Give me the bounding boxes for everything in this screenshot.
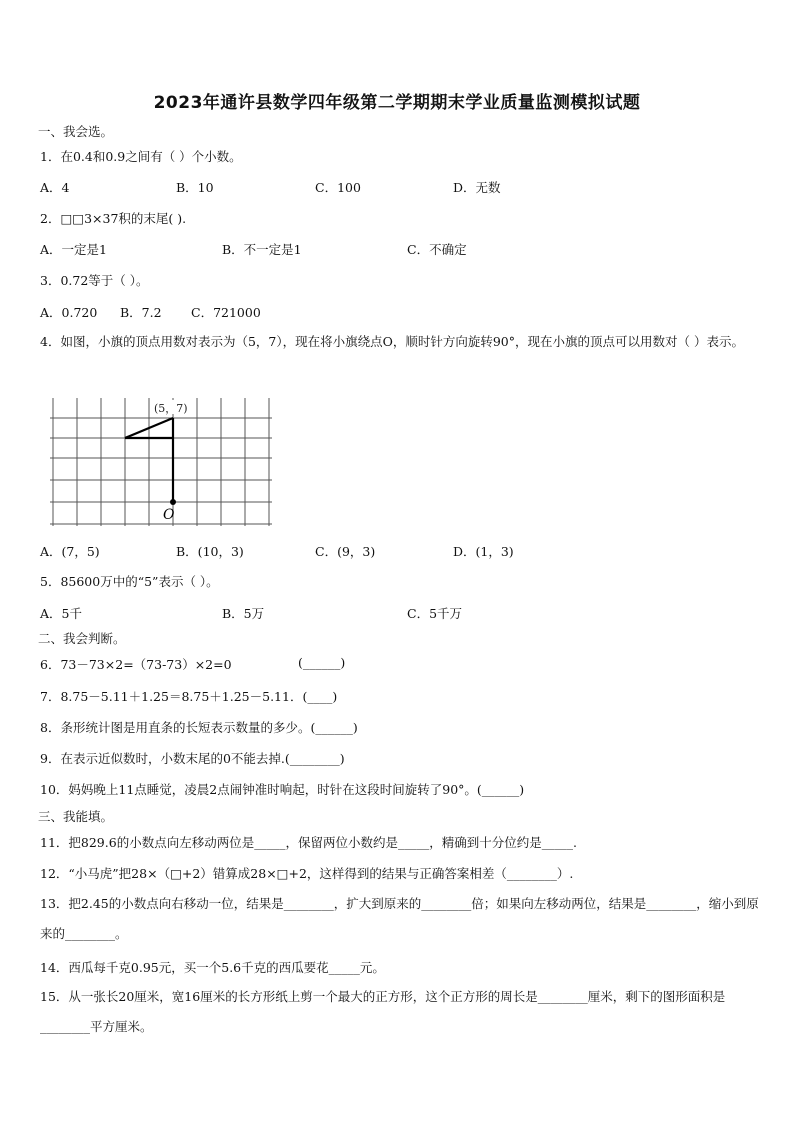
q5-option-b: B．5万 xyxy=(222,606,265,621)
q4-option-c: C．(9，3) xyxy=(315,544,376,559)
question-3: 3．0.72等于（ ）。 xyxy=(40,273,149,288)
question-11: 11．把829.6的小数点向左移动两位是_____，保留两位小数约是_____，精确到十分位约是_____. xyxy=(40,835,577,850)
q5-option-a: A．5千 xyxy=(40,606,82,621)
question-2: 2．□□3×37积的末尾( ). xyxy=(40,211,187,226)
q4-option-d: D．(1，3) xyxy=(453,544,514,559)
q3-option-a: A．0.720 xyxy=(40,305,98,320)
question-4: 4．如图，小旗的顶点用数对表示为（5，7），现在将小旗绕点O，顺时针方向旋转90°，现在小旗的顶点可以用数对（ ）表示。 xyxy=(40,334,744,349)
grid-flag-figure xyxy=(50,392,272,531)
rotation-point xyxy=(170,499,176,505)
q6-blank: (______) xyxy=(298,655,346,670)
q1-option-d: D．无数 xyxy=(453,180,501,195)
q1-option-c: C．100 xyxy=(315,180,361,195)
q2-option-b: B．不一定是1 xyxy=(222,242,302,257)
q5-option-c: C．5千万 xyxy=(407,606,463,621)
q1-option-a: A．4 xyxy=(40,180,70,195)
q2-option-c: C．不确定 xyxy=(407,242,467,257)
question-5: 5．85600万中的“5”表示（ ）。 xyxy=(40,574,219,589)
question-12: 12．“小马虎”把28×（□+2）错算成28×□+2，这样得到的结果与正确答案相差（________）. xyxy=(40,866,574,881)
question-14: 14．西瓜每千克0.95元，买一个5.6千克的西瓜要花_____元。 xyxy=(40,960,385,975)
q3-option-c: C．721000 xyxy=(191,305,261,320)
section-heading-choose: 一、我会选。 xyxy=(38,124,114,139)
vertex-label: (5，7) xyxy=(154,402,188,415)
page-title: 2023年通许县数学四年级第二学期期末学业质量监测模拟试题 xyxy=(153,93,641,113)
question-7: 7．8.75－5.11＋1.25＝8.75＋1.25－5.11．(____) xyxy=(40,689,338,704)
origin-label: O xyxy=(163,507,175,523)
q4-option-b: B．(10，3) xyxy=(176,544,244,559)
section-heading-fill: 三、我能填。 xyxy=(38,809,114,824)
question-15: 15．从一张长20厘米，宽16厘米的长方形纸上剪一个最大的正方形，这个正方形的周长是________厘米，剩下的图形面积是________平方厘米。 xyxy=(40,989,726,1034)
question-13: 13．把2.45的小数点向右移动一位，结果是________，扩大到原来的________倍；如果向左移动两位，结果是________，缩小到原来的________。 xyxy=(40,896,759,941)
grid-svg xyxy=(50,392,272,528)
q3-option-b: B．7.2 xyxy=(120,305,162,320)
question-9: 9．在表示近似数时，小数末尾的0不能去掉.(________) xyxy=(40,751,345,766)
question-1: 1．在0.4和0.9之间有（ ）个小数。 xyxy=(40,149,242,164)
q2-option-a: A．一定是1 xyxy=(40,242,107,257)
q4-option-a: A．(7，5) xyxy=(40,544,100,559)
q1-option-b: B．10 xyxy=(176,180,214,195)
question-10: 10．妈妈晚上11点睡觉，凌晨2点闹钟准时响起，时针在这段时间旋转了90°。(______) xyxy=(40,782,525,797)
question-8: 8．条形统计图是用直条的长短表示数量的多少。(______) xyxy=(40,720,358,735)
question-6: 6．73－73×2=（73-73）×2=0 xyxy=(40,657,232,672)
section-heading-judge: 二、我会判断。 xyxy=(38,631,126,646)
